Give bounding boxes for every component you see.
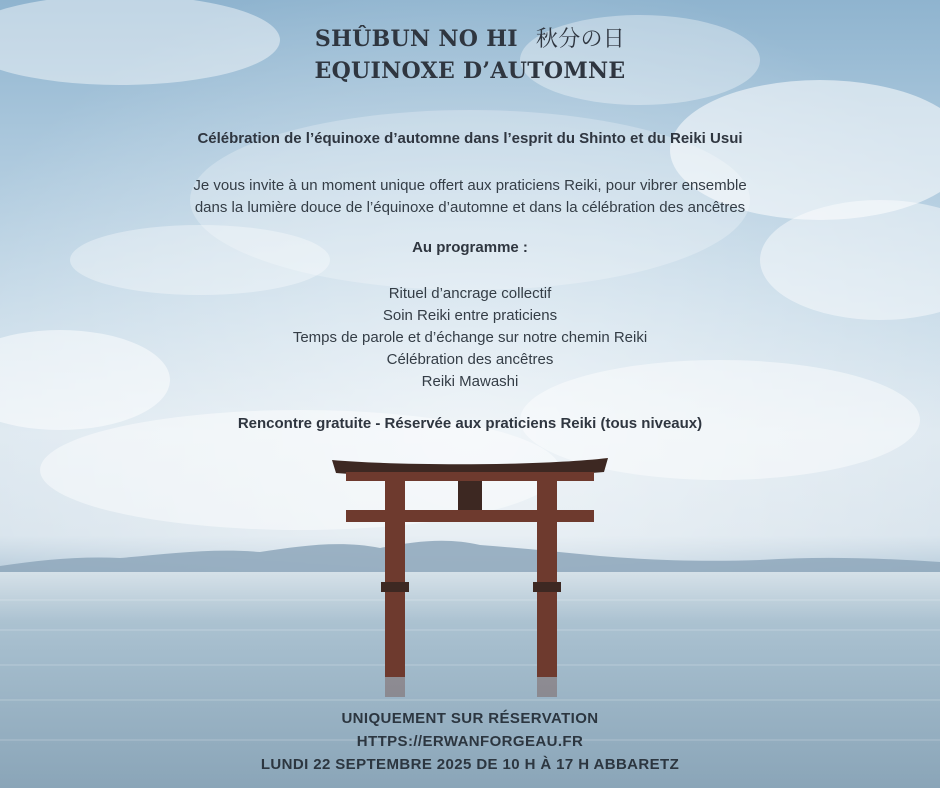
- program-item: Soin Reiki entre praticiens: [382, 307, 558, 324]
- program-item: Rituel d’ancrage collectif: [388, 285, 552, 302]
- website-link[interactable]: HTTPS://ERWANFORGEAU.FR: [356, 733, 584, 750]
- program-heading: Au programme :: [412, 239, 528, 256]
- event-subtitle: Célébration de l’équinoxe d’automne dans l’esprit du Shinto et du Reiki Usui: [197, 130, 743, 147]
- invite-line: dans la lumière douce de l’équinoxe d’automne et dans la célébration des ancêtres: [194, 199, 746, 216]
- title-sub: EQUINOXE D’AUTOMNE: [314, 58, 626, 84]
- free-notice: Rencontre gratuite - Réservée aux praticiens Reiki (tous niveaux): [237, 415, 703, 432]
- program-item: Temps de parole et d’échange sur notre chemin Reiki: [292, 329, 648, 346]
- program-item: Célébration des ancêtres: [386, 351, 554, 368]
- date-place: LUNDI 22 SEPTEMBRE 2025 DE 10 H À 17 H ABBARETZ: [260, 756, 680, 773]
- invite-text: [0, 175, 940, 219]
- title-main: SHÛBUN NO HI: [314, 26, 518, 52]
- program-item: Reiki Mawashi: [421, 373, 519, 390]
- reservation-notice: UNIQUEMENT SUR RÉSERVATION: [341, 710, 599, 727]
- invite-line: Je vous invite à un moment unique offert aux praticiens Reiki, pour vibrer ensemble: [193, 177, 747, 194]
- program-list: [0, 283, 940, 393]
- poster-title: [0, 22, 940, 53]
- title-japanese: 秋分の日: [535, 27, 626, 52]
